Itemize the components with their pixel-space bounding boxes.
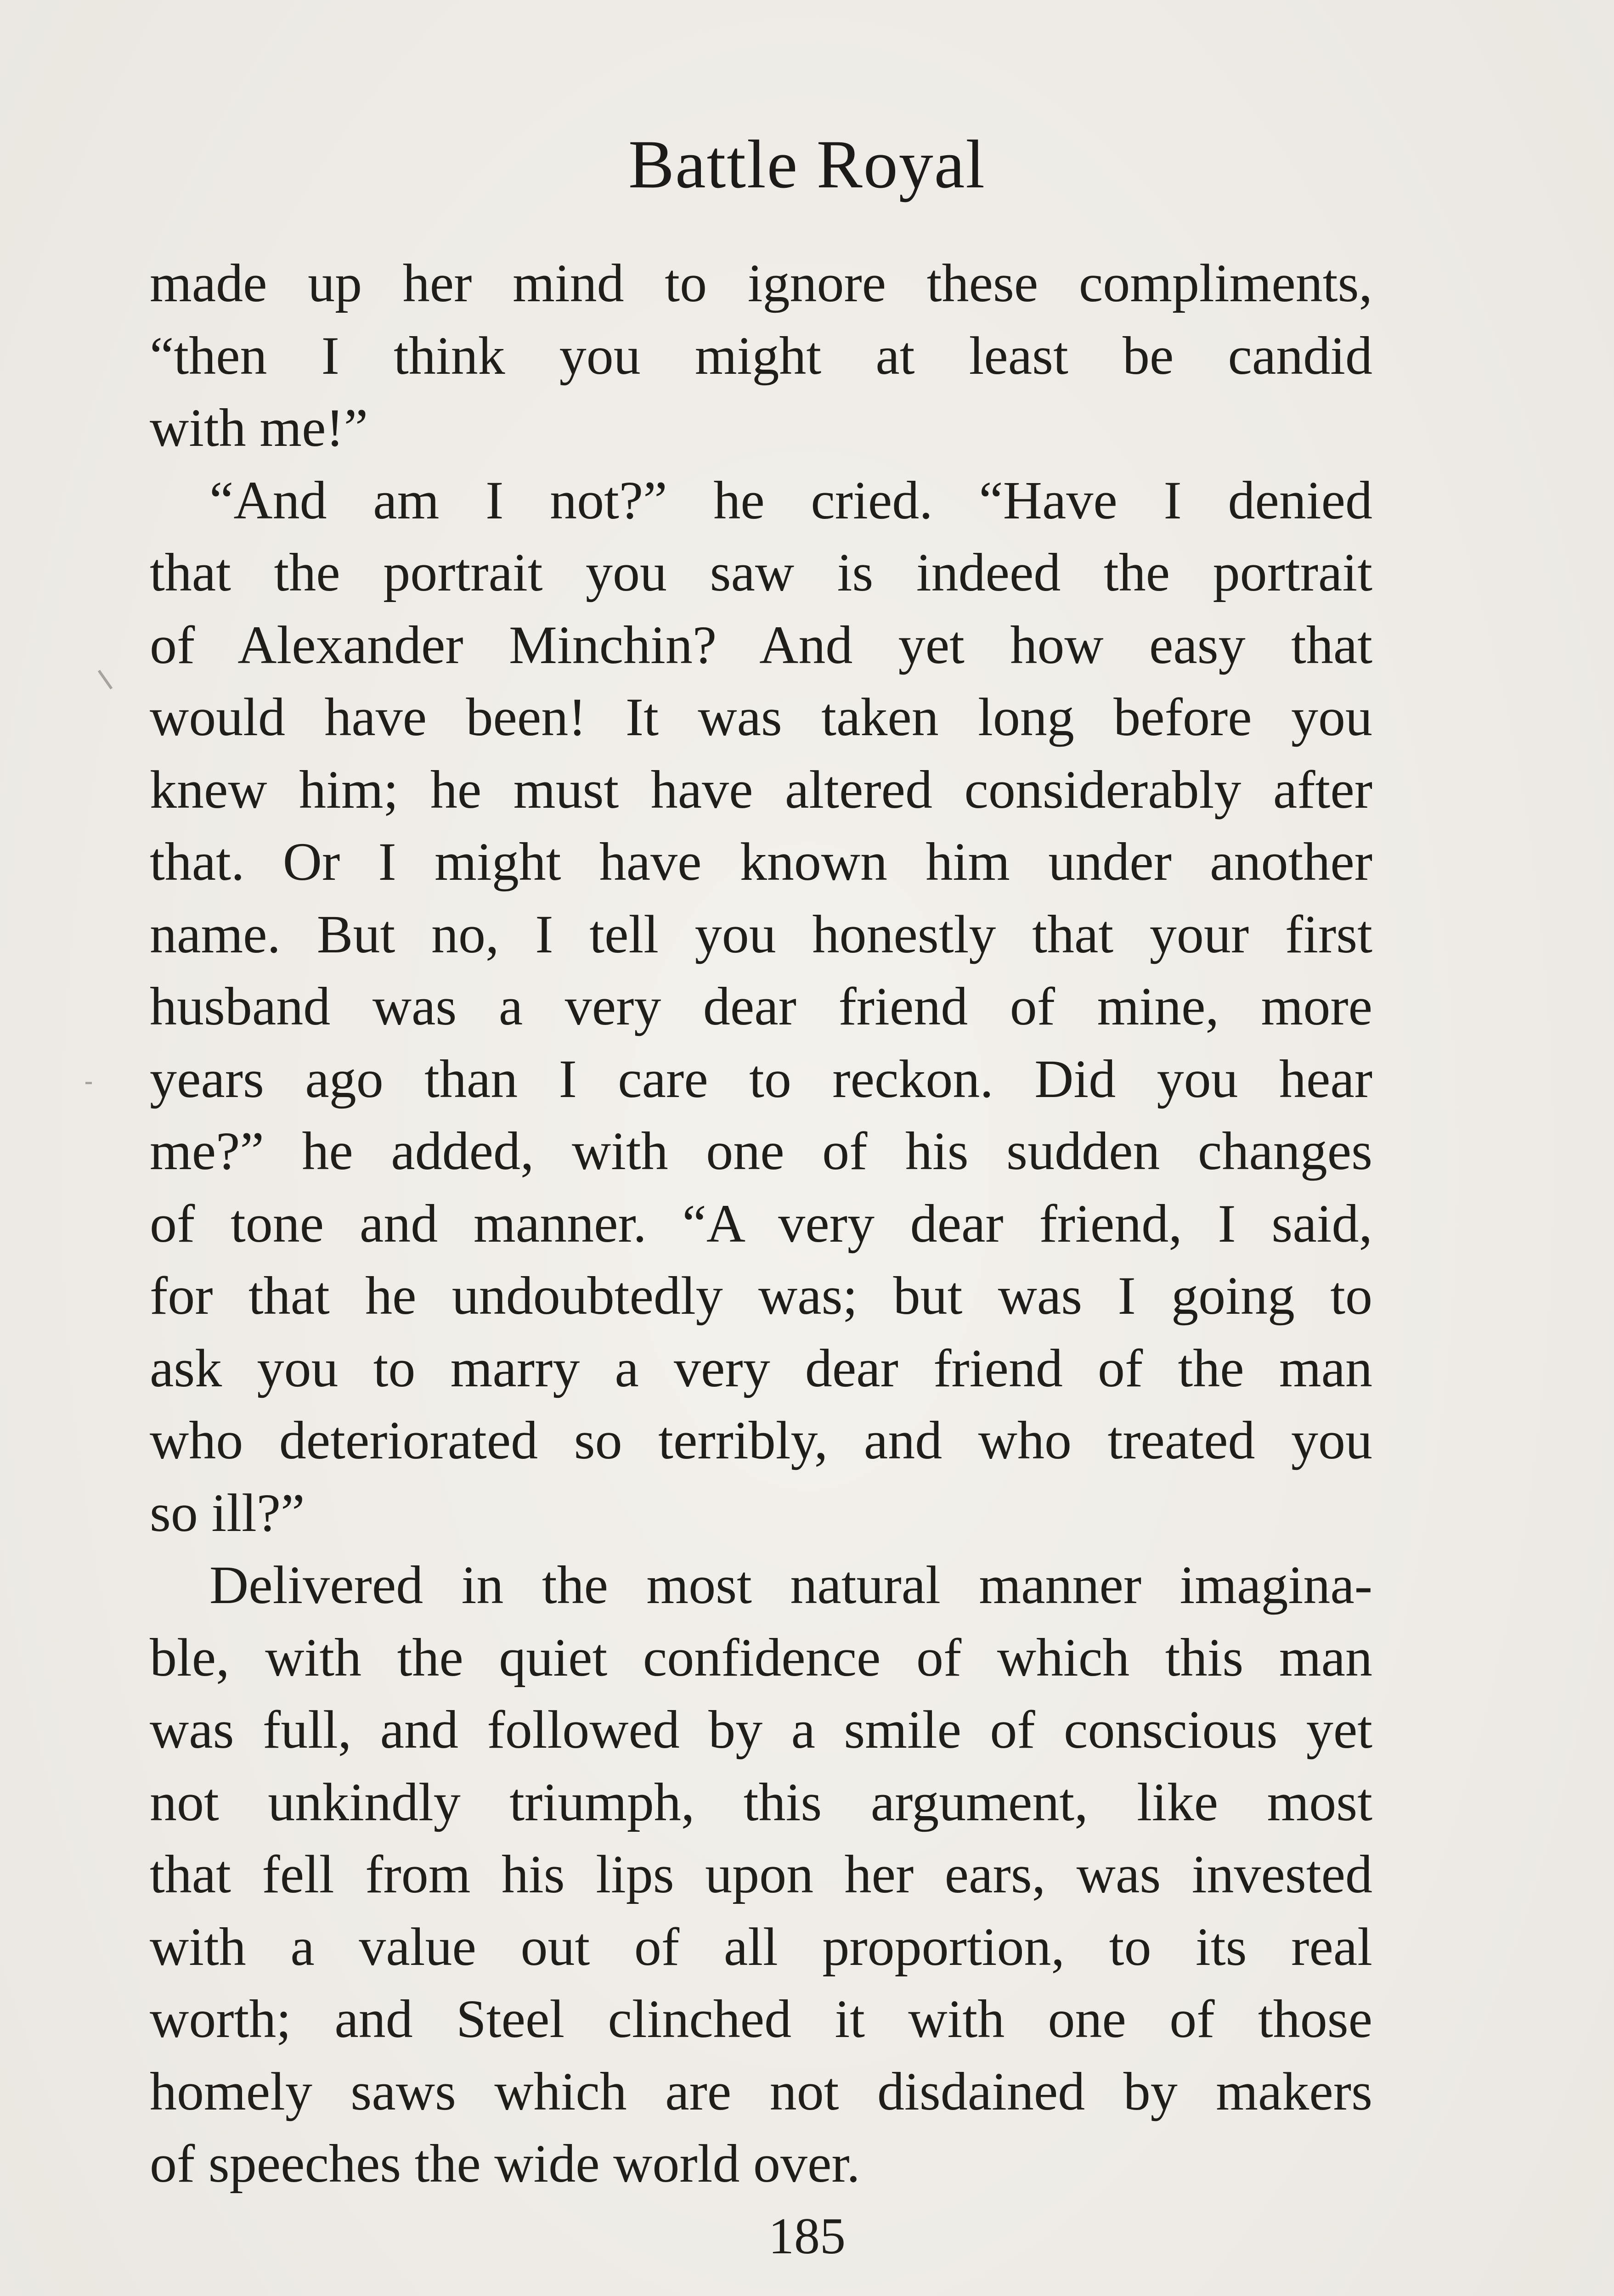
text-line: of speeches the wide world over. <box>150 2133 860 2194</box>
text-line: husband was a very dear friend of mine, more <box>150 976 1372 1036</box>
text-line: with me!” <box>150 398 368 458</box>
page-number: 185 <box>768 2208 846 2265</box>
text-line: who deteriorated so terribly, and who treated you <box>150 1410 1372 1470</box>
text-line: would have been! It was taken long before you <box>150 687 1372 747</box>
text-line: of Alexander Minchin? And yet how easy that <box>150 614 1372 675</box>
body-text <box>150 247 1372 2200</box>
text-line: ble, with the quiet confidence of which this man <box>150 1627 1372 1688</box>
text-line: me?” he added, with one of his sudden changes <box>150 1121 1372 1181</box>
text-line: name. But no, I tell you honestly that your first <box>150 904 1372 964</box>
text-line: that the portrait you saw is indeed the portrait <box>150 542 1372 602</box>
text-line: was full, and followed by a smile of conscious yet <box>150 1699 1372 1760</box>
text-line: not unkindly triumph, this argument, like most <box>150 1772 1372 1832</box>
text-line: homely saws which are not disdained by makers <box>150 2061 1372 2122</box>
text-line: that. Or I might have known him under another <box>150 832 1372 892</box>
text-line: of tone and manner. “A very dear friend, I said, <box>150 1193 1372 1254</box>
text-line: worth; and Steel clinched it with one of those <box>150 1989 1372 2049</box>
margin-mark <box>98 670 113 690</box>
text-line: that fell from his lips upon her ears, was invested <box>150 1844 1372 1904</box>
running-head: Battle Royal <box>628 126 986 203</box>
text-line: “then I think you might at least be candid <box>150 325 1372 386</box>
margin-mark <box>85 1082 92 1084</box>
text-line: knew him; he must have altered considerably after <box>150 759 1372 820</box>
text-line: for that he undoubtedly was; but was I going to <box>150 1266 1372 1326</box>
text-line: ask you to marry a very dear friend of the man <box>150 1338 1372 1398</box>
text-line: with a value out of all proportion, to its real <box>150 1916 1372 1977</box>
text-line: years ago than I care to reckon. Did you hear <box>150 1048 1372 1109</box>
text-line: made up her mind to ignore these compliments, <box>150 253 1372 313</box>
text-line: so ill?” <box>150 1482 305 1543</box>
text-line: “And am I not?” he cried. “Have I denied <box>209 470 1372 530</box>
text-line: Delivered in the most natural manner imagina- <box>209 1555 1372 1615</box>
